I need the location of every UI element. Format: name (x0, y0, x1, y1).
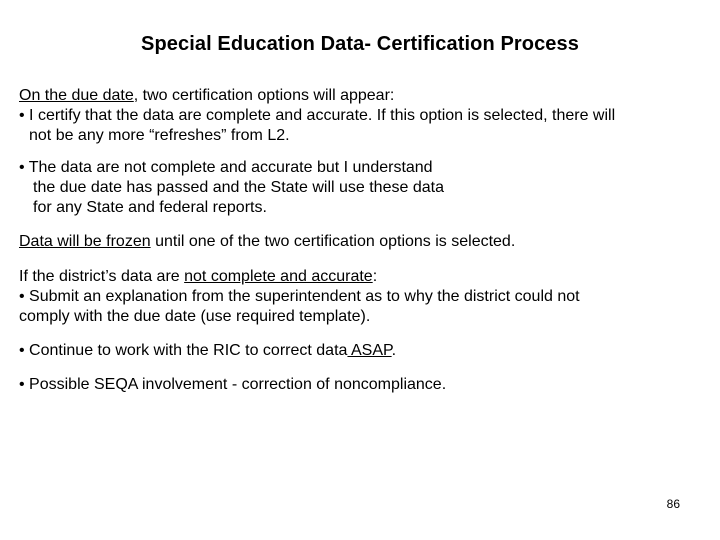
due-date-emphasis: On the due date (19, 87, 134, 104)
page-number: 86 (666, 497, 680, 511)
bullet2-end: . (391, 342, 397, 359)
option1-line1: • I certify that the data are complete and accurate. If this option is selected, there will (19, 107, 616, 124)
lead-end: : (372, 268, 378, 285)
bullet2-line (19, 341, 699, 361)
spacer (19, 327, 699, 341)
lead-emphasis: not complete and accurate (184, 268, 373, 285)
bullet1-line1: • Submit an explanation from the superintendent as to why the district could not (19, 288, 580, 305)
bullet1-line2: comply with the due date (use required template). (19, 308, 371, 325)
option1-line2: not be any more “refreshes” from L2. (29, 127, 290, 144)
slide-title: Special Education Data- Certification Process (141, 33, 579, 55)
option2-line1: • The data are not complete and accurate but I understand (19, 159, 433, 176)
spacer (19, 218, 699, 232)
bullet2-text: • Continue to work with the RIC to correct data (19, 342, 348, 359)
frozen-rest: until one of the two certification options is selected. (150, 233, 516, 250)
spacer (19, 361, 699, 375)
noncompliance-lead (19, 267, 699, 287)
intro-rest: , two certification options will appear: (133, 87, 395, 104)
noncompliance-block (19, 267, 699, 395)
slide-body (19, 86, 699, 395)
intro-line (19, 86, 699, 106)
frozen-line (19, 232, 699, 252)
option2-line2: the due date has passed and the State will use these data (33, 179, 444, 196)
option2-line3: for any State and federal reports. (33, 199, 267, 216)
asap-emphasis: ASAP (347, 342, 392, 359)
spacer (19, 252, 699, 267)
frozen-emphasis: Data will be frozen (19, 233, 151, 250)
bullet3-line: • Possible SEQA involvement - correction of noncompliance. (19, 376, 447, 393)
certification-options-block (19, 86, 699, 218)
spacer (19, 146, 699, 158)
lead-text: If the district’s data are (19, 268, 185, 285)
